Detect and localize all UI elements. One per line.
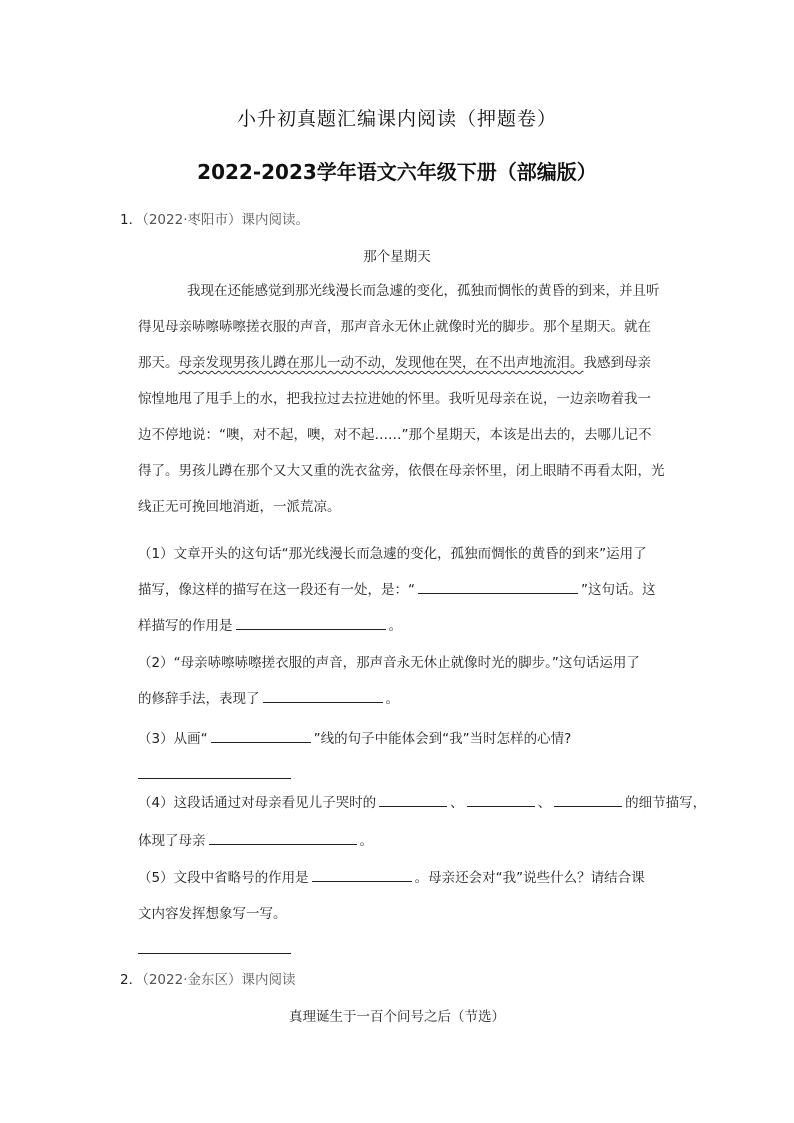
subquestion-5-line-2: 文内容发挥想象写一写。	[138, 906, 287, 922]
passage-text: 那天。	[138, 355, 179, 371]
answer-blank[interactable]	[379, 794, 447, 807]
subquestion-text: 。	[388, 618, 402, 634]
passage-2-title: 真理诞生于一百个问号之后（节选）	[289, 1009, 505, 1025]
passage-line-2: 得见母亲哧嚓哧嚓搓衣服的声音，那声音永无休止就像时光的脚步。那个星期天。就在	[138, 319, 651, 335]
subquestion-2-line-2	[138, 681, 399, 717]
question-2-source: （2022·金东区）课内阅读	[142, 972, 296, 988]
subquestion-text: 样描写的作用是	[138, 618, 233, 634]
subquestion-2-line-1: （2）“母亲哧嚓哧嚓搓衣服的声音，那声音永无休止就像时光的脚步。”这句话运用了	[138, 655, 640, 671]
subquestion-text: （5）文段中省略号的作用是	[138, 870, 309, 886]
question-2-number: 2．	[120, 972, 143, 988]
passage-line-3	[138, 345, 651, 381]
subquestion-1-line-3	[138, 608, 402, 644]
passage-text: 我感到母亲	[583, 355, 651, 371]
passage-line-1: 我现在还能感觉到那光线漫长而急遽的变化，孤独而惆怅的黄昏的到来，并且听	[187, 283, 660, 299]
answer-line[interactable]	[138, 778, 291, 779]
subquestion-4-line-2	[138, 823, 373, 859]
answer-blank[interactable]	[263, 690, 383, 703]
separator: 、	[450, 795, 464, 811]
passage-line-5: 边不停地说：“噢，对不起，噢，对不起……”那个星期天，本该是出去的，去哪儿记不	[138, 427, 652, 443]
answer-blank[interactable]	[554, 794, 622, 807]
subquestion-3-line-1	[138, 721, 571, 757]
question-2-header	[120, 968, 296, 988]
separator: 、	[537, 795, 552, 811]
answer-blank[interactable]	[209, 832, 357, 845]
subquestion-text: ”这句话。这	[581, 582, 656, 598]
question-1-source: （2022·枣阳市）课内阅读。	[142, 212, 309, 228]
page-subtitle: 2022-2023学年语文六年级下册（部编版）	[197, 160, 597, 184]
underlined-sentence: 母亲发现男孩儿蹲在那儿一动不动，发现他在哭，在不出声地流泪。	[178, 355, 584, 371]
subquestion-1-line-1: （1）文章开头的这句话“那光线漫长而急遽的变化，孤独而惆怅的黄昏的到来”运用了	[138, 546, 647, 562]
subquestion-text: 描写，像这样的描写在这一段还有一处，是：“	[138, 582, 415, 598]
subquestion-text: 的细节描写，	[625, 795, 707, 811]
subquestion-4-line-1	[138, 785, 706, 821]
subquestion-5-line-1	[138, 860, 645, 896]
subquestion-1-line-2	[138, 572, 656, 608]
passage-1-title: 那个星期天	[363, 249, 431, 265]
answer-line[interactable]	[138, 953, 291, 954]
subquestion-text: 体现了母亲	[138, 833, 206, 849]
passage-line-7: 线正无可挽回地消逝，一派荒凉。	[138, 499, 341, 515]
question-1-header	[120, 208, 309, 228]
question-1-number: 1．	[120, 212, 143, 228]
subquestion-text: 的修辞手法，表现了	[138, 691, 260, 707]
answer-blank[interactable]	[312, 869, 412, 882]
subquestion-text: 。母亲还会对“我”说些什么？请结合课	[414, 870, 645, 886]
subquestion-text: ”线的句子中能体会到“我”当时怎样的心情?	[313, 731, 572, 747]
answer-blank[interactable]	[467, 794, 535, 807]
page-title: 小升初真题汇编课内阅读（押题卷）	[236, 108, 557, 130]
answer-blank[interactable]	[418, 581, 578, 594]
answer-blank[interactable]	[236, 617, 386, 630]
subquestion-text: 。	[359, 833, 373, 849]
passage-line-4: 惊惶地甩了甩手上的水，把我拉过去拉进她的怀里。我听见母亲在说，一边亲吻着我一	[138, 391, 651, 407]
subquestion-text: 。	[385, 691, 399, 707]
answer-blank[interactable]	[211, 730, 311, 743]
passage-line-6: 得了。男孩儿蹲在那个又大又重的洗衣盆旁，依偎在母亲怀里，闭上眼睛不再看太阳，光	[138, 463, 665, 479]
subquestion-text: （3）从画“	[138, 731, 208, 747]
subquestion-text: （4）这段话通过对母亲看见儿子哭时的	[138, 795, 377, 811]
